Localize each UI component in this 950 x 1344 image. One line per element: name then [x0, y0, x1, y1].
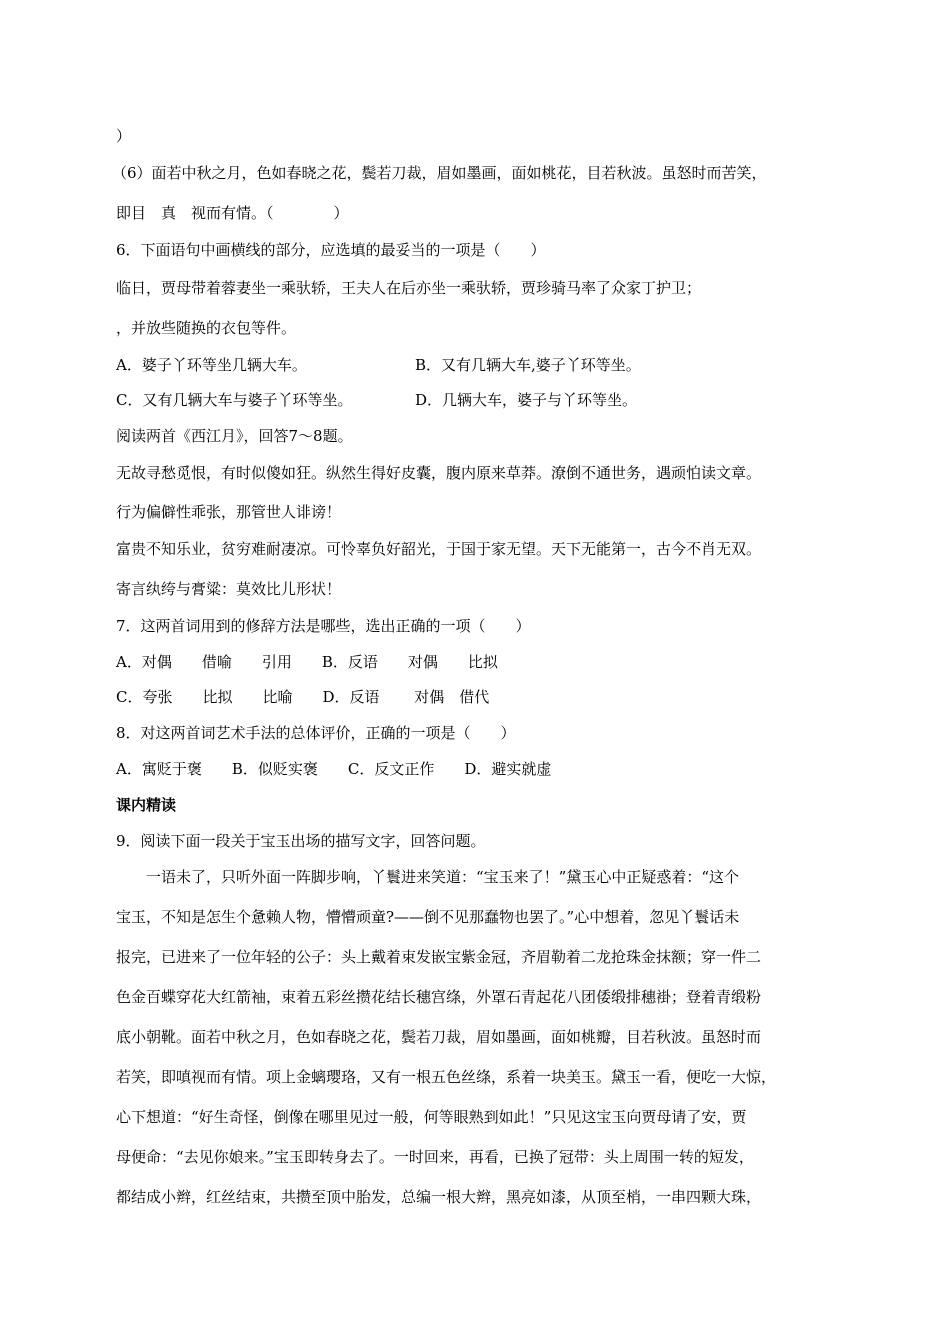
reading-intro: 阅读两首《西江月》，回答7～8题。 — [116, 427, 353, 445]
question-8: 8．对这两首词艺术手法的总体评价，正确的一项是（ ） — [116, 724, 516, 742]
poem-line: 富贵不知乐业，贫穷难耐凄凉。可怜辜负好韶光，于国于家无望。天下无能第一，古今不肖无双。 — [116, 540, 762, 558]
option-c: C．又有几辆大车与婆子丫环等坐。 — [116, 391, 353, 409]
passage-line: 一语未了，只听外面一阵脚步响，丫鬟进来笑道：“宝玉来了！”黛玉心中正疑惑着：“这个 — [146, 868, 740, 886]
text-line: 即目 真 视而有情。（ ） — [116, 204, 349, 222]
options-line: A．寓贬于褒 B．似贬实褒 C．反文正作 D．避实就虚 — [116, 760, 552, 778]
text-line: 临日，贾母带着蓉妻坐一乘驮轿，王夫人在后亦坐一乘驮轿，贾珍骑马率了众家丁护卫； — [116, 279, 702, 297]
passage-line: 母便命：“去见你娘来。”宝玉即转身去了。一时回来，再看，已换了冠带：头上周围一转的短发， — [116, 1148, 754, 1166]
poem-line: 无故寻愁觅恨，有时似傻如狂。纵然生得好皮囊，腹内原来草莽。潦倒不通世务，遇顽怕读文章。 — [116, 464, 762, 482]
question-7: 7．这两首词用到的修辞方法是哪些，选出正确的一项（ ） — [116, 617, 531, 635]
passage-line: 若笑，即嗔视而有情。项上金螭璎珞，又有一根五色丝绦，系着一块美玉。黛玉一看，便吃一大惊， — [116, 1068, 777, 1086]
option-d: D．几辆大车，婆子与丫环等坐。 — [415, 391, 638, 409]
text-line: ，并放些随换的衣包等件。 — [116, 319, 297, 337]
option-b: B．又有几辆大车,婆子丫环等坐。 — [415, 356, 641, 374]
passage-line: 色金百蝶穿花大红箭袖，束着五彩丝攒花结长穗宫绦，外罩石青起花八团倭缎排穗褂；登着青缎粉 — [116, 988, 762, 1006]
passage-line: 心下想道：“好生奇怪，倒像在哪里见过一般，何等眼熟到如此！”只见这宝玉向贾母请了安，贾 — [116, 1108, 747, 1126]
text-line: （6）面若中秋之月，色如春晓之花，鬓若刀裁，眉如墨画，面如桃花，目若秋波。虽怒时而苦笑， — [112, 164, 767, 182]
question-9: 9．阅读下面一段关于宝玉出场的描写文字，回答问题。 — [116, 832, 486, 850]
section-heading: 课内精读 — [116, 796, 177, 814]
poem-line: 寄言纨绔与膏粱：莫效比儿形状！ — [116, 580, 342, 598]
passage-line: 宝玉，不知是怎生个惫赖人物，懵懵顽童?——倒不见那蠢物也罢了。”心中想着，忽见丫鬟话未 — [116, 908, 740, 926]
question-6: 6．下面语句中画横线的部分，应选填的最妥当的一项是（ ） — [116, 241, 546, 259]
option-a: A．婆子丫环等坐几辆大车。 — [116, 356, 307, 374]
poem-line: 行为偏僻性乖张，那管世人诽谤！ — [116, 503, 342, 521]
passage-line: 都结成小辫，红丝结束，共攒至顶中胎发，总编一根大辫，黑亮如漆，从顶至梢，一串四颗大珠， — [116, 1188, 762, 1206]
options-line: A．对偶 借喻 引用 B．反语 对偶 比拟 — [116, 653, 498, 671]
passage-line: 报完，已进来了一位年轻的公子：头上戴着束发嵌宝紫金冠，齐眉勒着二龙抢珠金抹额；穿一件二 — [116, 948, 762, 966]
text-line: ） — [116, 127, 132, 145]
options-line: C．夸张 比拟 比喻 D．反语 对偶 借代 — [116, 688, 490, 706]
passage-line: 底小朝靴。面若中秋之月，色如春晓之花，鬓若刀裁，眉如墨画，面如桃瓣，目若秋波。虽怒时而 — [116, 1028, 762, 1046]
